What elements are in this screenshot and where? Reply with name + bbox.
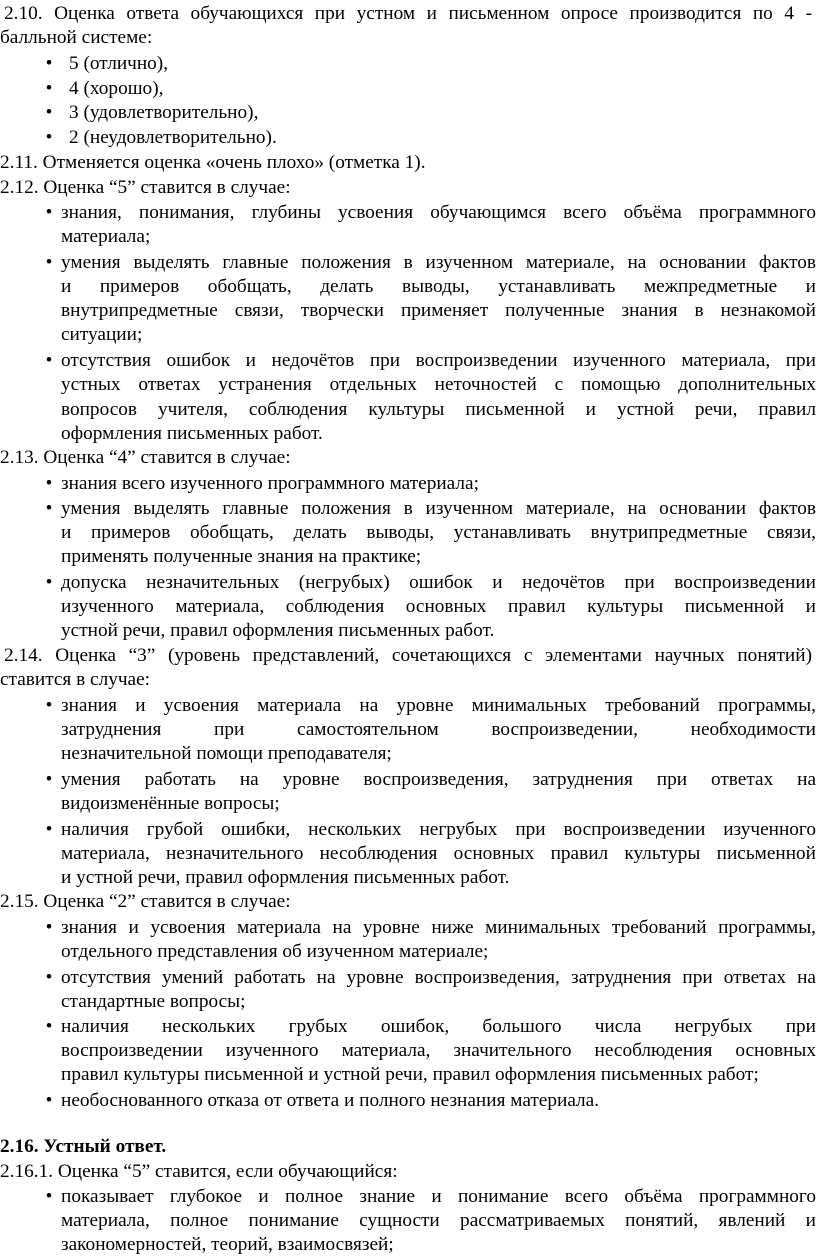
bullet-icon: • [45, 53, 53, 74]
section-2-15-heading: 2.15. Оценка “2” ставится в случае: [0, 891, 291, 912]
section-2-10-line-2: балльной системе: [0, 27, 153, 48]
list-item-continuation: материала, незначительного несоблюдения основных правил культуры письменной [61, 843, 816, 864]
bullet-icon: • [45, 917, 53, 938]
list-item-continuation: незначительной помощи преподавателя; [61, 743, 392, 764]
list-item: • умения работать на уровне воспроизведения, затруднения при ответах на [44, 768, 816, 793]
section-2-12-heading: 2.12. Оценка “5” ставится в случае: [0, 177, 291, 198]
list-item-continuation: закономерностей, теорий, взаимосвязей; [61, 1234, 394, 1255]
list-item: • показывает глубокое и полное знание и понимание всего объёма программного [44, 1185, 816, 1210]
section-2-11: 2.11. Отменяется оценка «очень плохо» (отметка 1). [0, 152, 426, 173]
section-2-14-line-1: 2.14. Оценка “3” (уровень представлений, сочетающихся с элементами научных понятий) [4, 645, 812, 666]
list-item-continuation: материала, полное понимание сущности рассматриваемых понятий, явлений и [61, 1210, 816, 1231]
list-item: • необоснованного отказа от ответа и полного незнания материала. [44, 1089, 816, 1114]
bullet-icon: • [45, 1016, 53, 1037]
list-item: • знания и усвоения материала на уровне ниже минимальных требований программы, [44, 916, 816, 941]
grade-item: • 4 (хорошо), [44, 77, 816, 102]
list-item: • знания всего изученного программного материала; [44, 472, 816, 497]
bullet-icon: • [45, 1186, 53, 1207]
list-item: • допуска незначительных (негрубых) ошибок и недочётов при воспроизведении [44, 571, 816, 596]
list-item-continuation: отдельного представления об изученном материале; [61, 941, 489, 962]
bullet-icon: • [45, 498, 53, 519]
list-item: • знания, понимания, глубины усвоения обучающимся всего объёма программного [44, 201, 816, 226]
section-2-16-heading: 2.16. Устный ответ. [0, 1136, 167, 1157]
list-item: • умения выделять главные положения в изученном материале, на основании фактов [44, 251, 816, 276]
section-2-14-line-2: ставится в случае: [0, 669, 151, 690]
bullet-icon: • [45, 202, 53, 223]
bullet-icon: • [45, 967, 53, 988]
bullet-icon: • [45, 769, 53, 790]
list-item-continuation: правил культуры письменной и устной речи, правил оформления письменных работ; [61, 1064, 759, 1085]
bullet-icon: • [45, 102, 53, 123]
bullet-icon: • [45, 819, 53, 840]
list-item-continuation: и примеров обобщать, делать выводы, устанавливать межпредметные и [61, 276, 816, 297]
bullet-icon: • [45, 695, 53, 716]
list-item-continuation: материала; [61, 226, 151, 247]
list-item-continuation: затруднения при самостоятельном воспроизведении, необходимости [61, 719, 816, 740]
section-2-16-1-heading: 2.16.1. Оценка “5” ставится, если обучающийся: [0, 1161, 398, 1182]
list-item: • отсутствия ошибок и недочётов при воспроизведении изученного материала, при [44, 349, 816, 374]
list-item: • наличия грубой ошибки, нескольких негрубых при воспроизведении изученного [44, 818, 816, 843]
grade-item: • 2 (неудовлетворительно). [44, 126, 816, 151]
list-item: • отсутствия умений работать на уровне воспроизведения, затруднения при ответах на [44, 966, 816, 991]
bullet-icon: • [45, 78, 53, 99]
list-item-continuation: видоизменённые вопросы; [61, 793, 280, 814]
grade-item: • 3 (удовлетворительно), [44, 101, 816, 126]
section-2-13-heading: 2.13. Оценка “4” ставится в случае: [0, 447, 291, 468]
list-item-continuation: устной речи, правил оформления письменных работ. [61, 620, 495, 641]
bullet-icon: • [45, 127, 53, 148]
list-item-continuation: внутрипредметные связи, творчески применяет полученные знания в незнакомой [61, 300, 816, 321]
bullet-icon: • [45, 473, 53, 494]
list-item-continuation: и примеров обобщать, делать выводы, устанавливать внутрипредметные связи, [61, 522, 816, 543]
grade-item: • 5 (отлично), [44, 52, 816, 77]
list-item-continuation: и устной речи, правил оформления письменных работ. [61, 867, 510, 888]
list-item-continuation: ситуации; [61, 324, 143, 345]
list-item-continuation: применять полученные знания на практике; [61, 546, 422, 567]
list-item: • знания и усвоения материала на уровне минимальных требований программы, [44, 694, 816, 719]
list-item-continuation: воспроизведении изученного материала, значительного несоблюдения основных [61, 1040, 816, 1061]
bullet-icon: • [45, 252, 53, 273]
bullet-icon: • [45, 1090, 53, 1111]
section-2-10-line-1: 2.10. Оценка ответа обучающихся при устном и письменном опросе производится по 4 - [4, 3, 812, 24]
bullet-icon: • [45, 572, 53, 593]
list-item: • наличия нескольких грубых ошибок, большого числа негрубых при [44, 1015, 816, 1040]
list-item-continuation: вопросов учителя, соблюдения культуры письменной и устной речи, правил [61, 399, 816, 420]
list-item-continuation: стандартные вопросы; [61, 991, 246, 1012]
bullet-icon: • [45, 350, 53, 371]
list-item: • умения выделять главные положения в изученном материале, на основании фактов [44, 497, 816, 522]
list-item-continuation: оформления письменных работ. [61, 423, 323, 444]
list-item-continuation: изученного материала, соблюдения основных правил культуры письменной и [61, 596, 816, 617]
list-item-continuation: устных ответах устранения отдельных неточностей с помощью дополнительных [61, 374, 816, 395]
